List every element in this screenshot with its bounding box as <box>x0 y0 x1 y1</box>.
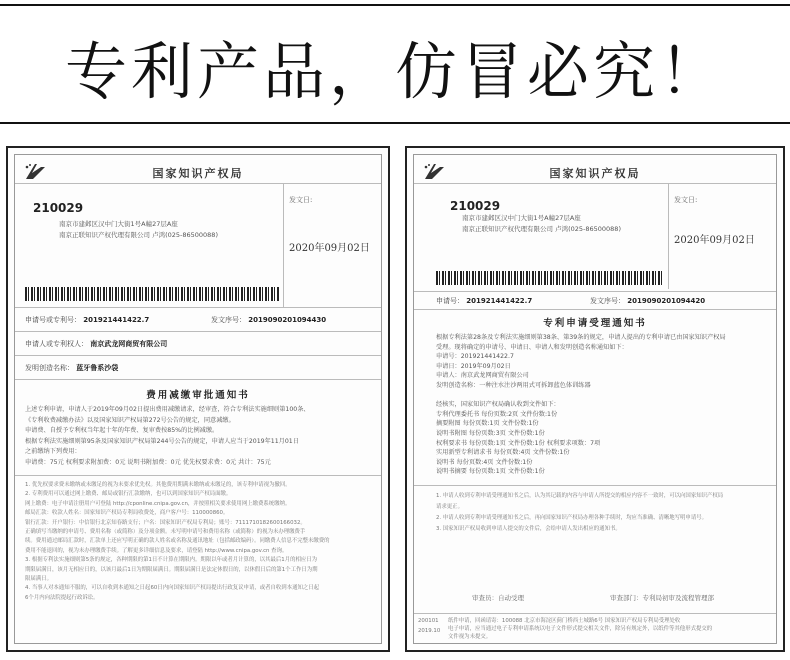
divider <box>15 331 381 332</box>
note-line: 邮局汇款：收款人姓名：国家知识产权局专利局收费处，商户客户号：110000860。 <box>25 510 229 517</box>
application-number-row <box>25 315 149 325</box>
divider <box>414 613 776 614</box>
serial-number-row <box>211 315 326 325</box>
footer-line: 纸件申请，回函请寄：100088 北京市海淀区蓟门桥西土城路6号 国家知识产权局专利局受理处收 <box>448 618 681 624</box>
barcode <box>25 287 279 301</box>
postal-code: 210029 <box>450 199 501 213</box>
send-date-label: 发文日: <box>674 196 698 204</box>
body-line: 申请费、自授予专利权当年起十年的年费、复审费按85%的比例减缴。 <box>25 427 219 434</box>
body-line: 上述专利申请，申请人于2019年09月02日提出费用减缴请求，经审查，符合专利法实施细则第100条、 <box>25 406 310 413</box>
postal-code: 210029 <box>33 201 84 215</box>
divider <box>15 475 381 476</box>
file-list-item: 实用新型专利请求书 每份页数:4页 文件份数:1份 <box>436 449 570 457</box>
fee-reduction-notice-document <box>6 146 390 652</box>
divider <box>668 183 669 289</box>
note-line: 3. 国家知识产权局收到申请人提交的文件后，会给申请人发出相应的通知书。 <box>436 526 621 532</box>
note-line: 4. 当事人对本通知不服的，可以自收到本通知之日起60日内向国家知识产权局提出行政复议申请，或者自收到本通知之日起 <box>25 585 320 592</box>
fee-amount-line: 申请费：75元 权利要求附加费：0元 说明书附加费：0元 优先权要求费：0元 共计：75元 <box>25 458 271 466</box>
body-line: 申请号：201921441422.7 <box>436 353 514 361</box>
invention-name: 蓝牙鲁系沙袋 <box>76 364 119 372</box>
recipient-address <box>462 213 621 235</box>
notice-notes <box>436 491 772 535</box>
divider <box>15 379 381 380</box>
notice-notes <box>25 481 377 603</box>
serial-number: 2019090201094430 <box>248 316 327 324</box>
note-line: 限届满日。 <box>25 576 52 583</box>
body-line: 根据专利法第28条及专利法实施细则第38条、第39条的规定，申请人提出的专利申请已由国家知识产权局 <box>436 334 726 341</box>
application-number-row <box>436 296 532 306</box>
serial-number-row <box>590 296 705 306</box>
address-line: 南京市建邺区汉中门大街1号A幢27层A座 <box>59 220 178 228</box>
send-date: 2020年09月02日 <box>289 243 370 254</box>
document-frame <box>413 154 777 644</box>
body-line: 经核实，国家知识产权局确认收到文件如下： <box>436 401 560 409</box>
recipient-address <box>59 219 218 241</box>
note-line: 2. 专利费用可以通过网上缴费、邮局或银行汇款缴纳，也可以到国家知识产权局面缴。 <box>25 491 232 498</box>
send-date: 2020年09月02日 <box>674 235 755 246</box>
notice-body <box>436 333 772 477</box>
file-list-item: 说明书 每份页数:4页 文件份数:1份 <box>436 458 533 466</box>
address-line: 南京正联知识产权代理有限公司 卢鸿(025-86500088) <box>59 231 218 239</box>
note-line: 期限届满日，该月无相应日的，以该月最后1日为期限届满日。期限届满日是法定休假日的，以休假日后的第1个工作日为期 <box>25 566 318 573</box>
serial-number-label: 发文序号： <box>211 316 246 324</box>
address-line: 南京正联知识产权代理有限公司 卢鸿(025-86500088) <box>462 225 621 233</box>
banner-bottom-rule <box>0 122 790 124</box>
note-line: 请求更正。 <box>436 504 463 510</box>
note-line: 1. 申请人收到专利申请受理通知书之后，认为其记载的内容与申请人所提交的相应内容不一致时，可以向国家知识产权局 <box>436 493 724 499</box>
application-number-label: 申请号： <box>436 297 464 305</box>
footer-code: 2019.10 <box>418 628 441 634</box>
divider <box>15 307 381 308</box>
application-number: 201921441422.7 <box>466 297 533 305</box>
note-line: 费用不能退回的，视为未办理缴费手续。了解更多详细信息及要求，请登陆 http://www.cnipa.gov.cn 查询。 <box>25 547 288 554</box>
address-line: 南京市建邺区汉中门大街1号A幢27层A座 <box>462 214 581 222</box>
examining-department: 审查部门：专利局初审及流程管理部 <box>610 594 714 602</box>
barcode <box>436 271 664 285</box>
divider <box>283 183 284 307</box>
banner <box>0 0 790 128</box>
note-line: 网上缴费：电子申请注册用户可登陆 http://cponline.cnipa.gov.cn，并按照相关要求使用网上缴费系统缴纳。 <box>25 500 291 507</box>
serial-number-label: 发文序号： <box>590 297 625 305</box>
banner-title: 专利产品，仿冒必究！ <box>64 35 725 108</box>
body-line: 之前缴纳下列费用： <box>25 448 81 455</box>
note-line: 1. 优先权要求费未缴纳或未缴足的视为未要求优先权。其他费用期满未缴纳或未缴足的，该专利申请视为撤回。 <box>25 482 291 488</box>
divider <box>15 183 381 184</box>
body-line: 申请人：南京武龙网商贸有限公司 <box>436 372 529 380</box>
body-line: 受理。现将确定的申请号、申请日、申请人和发明创造名称通知如下： <box>436 343 628 351</box>
acceptance-notice-document <box>405 146 785 652</box>
divider <box>414 485 776 486</box>
office-name: 国家知识产权局 <box>152 167 244 180</box>
body-line: 根据专利法实施细则第95条及国家知识产权局第244号公告的规定，申请人应当于2019年11月01日 <box>25 437 299 445</box>
footer-line: 电子申请，应当通过电子专利申请系统以电子文件形式提交相关文件，除另有规定外，以纸件等其他形式提交的 <box>448 626 713 632</box>
divider <box>414 183 776 184</box>
note-line: 3. 根据专利法实施细则第5条的规定，各种期限的第1日不计算在期限内。期限以年或者月计算的，以其最后1月的相应日为 <box>25 557 318 564</box>
divider <box>15 355 381 356</box>
notice-body <box>25 405 377 468</box>
notice-title: 专利申请受理通知书 <box>543 318 647 329</box>
application-number-label: 申请号或专利号： <box>25 316 81 324</box>
file-list-item: 权利要求书 每份页数:1页 文件份数:1份 权利要求项数：7项 <box>436 439 601 447</box>
divider <box>414 309 776 310</box>
examiner: 审查员：自动受理 <box>472 594 524 602</box>
note-line: 银行汇款：开户银行：中信银行北京知春路支行；户名：国家知识产权局专利局；账号：7111710182600166032。 <box>25 519 306 526</box>
note-line: 正确填写当缴纳的申请号、费用名称（或简称）及分项金额。未写明申请号和费用名称（或简称）的视为未办理缴费手 <box>25 529 306 536</box>
applicant-row <box>25 339 167 349</box>
file-list-item: 专利代理委托书 每份页数:2页 文件份数:1份 <box>436 410 558 418</box>
body-line <box>436 391 772 401</box>
body-line: 《专利收费减缴办法》以及国家知识产权局第272号公告的规定，同意减缴。 <box>25 416 235 424</box>
file-list-item: 摘要附图 每份页数:1页 文件份数:1份 <box>436 420 539 428</box>
application-number: 201921441422.7 <box>83 316 150 324</box>
file-list-item: 说明书附图 每份页数:3页 文件份数:1份 <box>436 429 545 437</box>
notice-title: 费用减缴审批通知书 <box>146 390 250 401</box>
footer-line: 文件视为未提交。 <box>448 634 492 640</box>
document-frame <box>14 154 382 644</box>
body-line: 发明创造名称：一种注水注沙两用式可拆卸蓝色体训练器 <box>436 381 591 389</box>
footer-code: 200101 <box>418 618 439 624</box>
note-line: 2. 申请人收到专利申请受理通知书之后，再向国家知识产权局办理各种手续时，均应当准确、清晰地写明申请号。 <box>436 515 707 521</box>
serial-number: 2019090201094420 <box>627 297 706 305</box>
applicant-name: 南京武龙网商贸有限公司 <box>90 340 168 348</box>
note-line: 续。费用通过邮局汇款时，汇款单上还应写明正确的款人姓名或名称及通讯地址（包括邮政编码）。同缴费人信息不完整未缴费的 <box>25 538 330 545</box>
applicant-label: 申请人或专利权人： <box>25 340 88 348</box>
banner-top-rule <box>0 4 790 6</box>
file-list-item: 说明书摘要 每份页数:1页 文件份数:1份 <box>436 468 545 476</box>
send-date-label: 发文日: <box>289 196 313 204</box>
invention-label: 发明创造名称： <box>25 364 74 372</box>
invention-row <box>25 363 118 373</box>
divider <box>414 291 776 292</box>
body-line: 申请日：2019年09月02日 <box>436 362 511 370</box>
note-line: 6个月内向法院提起行政诉讼。 <box>25 594 99 601</box>
office-name: 国家知识产权局 <box>549 167 641 180</box>
